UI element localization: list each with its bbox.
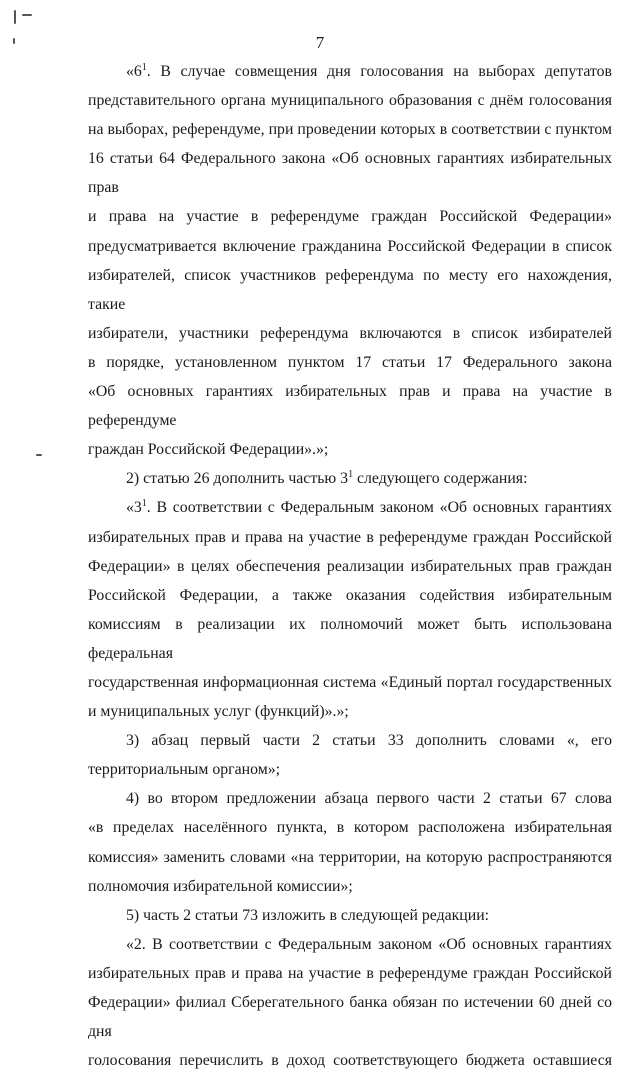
text-line: предусматривается включение гражданина Российской Федерации в список [88, 237, 612, 255]
text-line: на выборах, референдуме, при проведении которых в соответствии с пунктом [88, 121, 612, 139]
text-line: в порядке, установленном пунктом 17 статьи 17 Федерального закона [88, 353, 612, 371]
text-line: территориальным органом»; [88, 761, 280, 779]
text-line: Федерации» в целях обеспечения реализации избирательных прав граждан [88, 557, 612, 575]
text-line: представительного органа муниципального образования с днём голосования [88, 92, 612, 110]
text-line: государственная информационная система «Единый портал государственных [88, 673, 612, 691]
text-line: избирательных прав и права на участие в референдуме граждан Российской [88, 964, 612, 982]
text-line: и муниципальных услуг (функций)».»; [88, 703, 349, 721]
text-line [88, 464, 612, 493]
line-text: «3 [126, 499, 142, 517]
line-text: . В соответствии с Федеральным законом «Об основных гарантиях [146, 499, 612, 517]
scan-artifact-mark [22, 14, 32, 16]
text-line: избирателей, список участников референдума по месту его нахождения, такие [88, 266, 612, 313]
text-line: «Об основных гарантиях избирательных прав и права на участие в референдуме [88, 383, 612, 430]
text-line: граждан Российской Федерации».»; [88, 441, 329, 459]
line-text: следующего содержания: [353, 470, 528, 488]
text-line: комиссия» заменить словами «на территории, на которую распространяются [88, 848, 612, 866]
page-number: 7 [315, 33, 325, 52]
superscript: 1 [141, 498, 147, 510]
text-line: Федерации» филиал Сберегательного банка обязан по истечении 60 дней со дня [88, 994, 612, 1041]
text-line: 16 статьи 64 Федерального закона «Об основных гарантиях избирательных прав [88, 150, 612, 197]
text-line: «в пределах населённого пункта, в котором расположена избирательная [88, 819, 612, 837]
text-line: комиссиям в реализации их полномочий может быть использована федеральная [88, 615, 612, 662]
scan-artifact-mark [36, 454, 42, 456]
text-line: и права на участие в референдуме граждан Российской Федерации» [88, 208, 612, 226]
document-body [88, 57, 612, 1075]
text-line: «2. В соответствии с Федеральным законом «Об основных гарантиях [126, 935, 612, 953]
text-line: голосования перечислить в доход соответствующего бюджета оставшиеся [88, 1052, 612, 1070]
text-line: избиратели, участники референдума включаются в список избирателей [88, 324, 612, 342]
text-line: полномочия избирательной комиссии»; [88, 877, 353, 895]
scan-artifact-mark [14, 10, 16, 24]
text-line: 3) абзац первый части 2 статьи 33 дополнить словами «, его [126, 732, 612, 750]
superscript: 1 [141, 62, 147, 73]
superscript: 1 [348, 469, 354, 481]
text-line [88, 493, 612, 522]
text-line: Российской Федерации, а также оказания содействия избирательным [88, 586, 612, 604]
text-line [88, 57, 612, 86]
line-text: . В случае совмещения дня голосования на выборах депутатов [146, 63, 612, 80]
line-text: 2) статью 26 дополнить частью 3 [126, 470, 349, 488]
text-line: 5) часть 2 статьи 73 изложить в следующей редакции: [126, 906, 490, 924]
text-line: избирательных прав и права на участие в референдуме граждан Российской [88, 528, 612, 546]
line-text: «6 [126, 63, 142, 80]
text-line: 4) во втором предложении абзаца первого части 2 статьи 67 слова [126, 790, 612, 808]
